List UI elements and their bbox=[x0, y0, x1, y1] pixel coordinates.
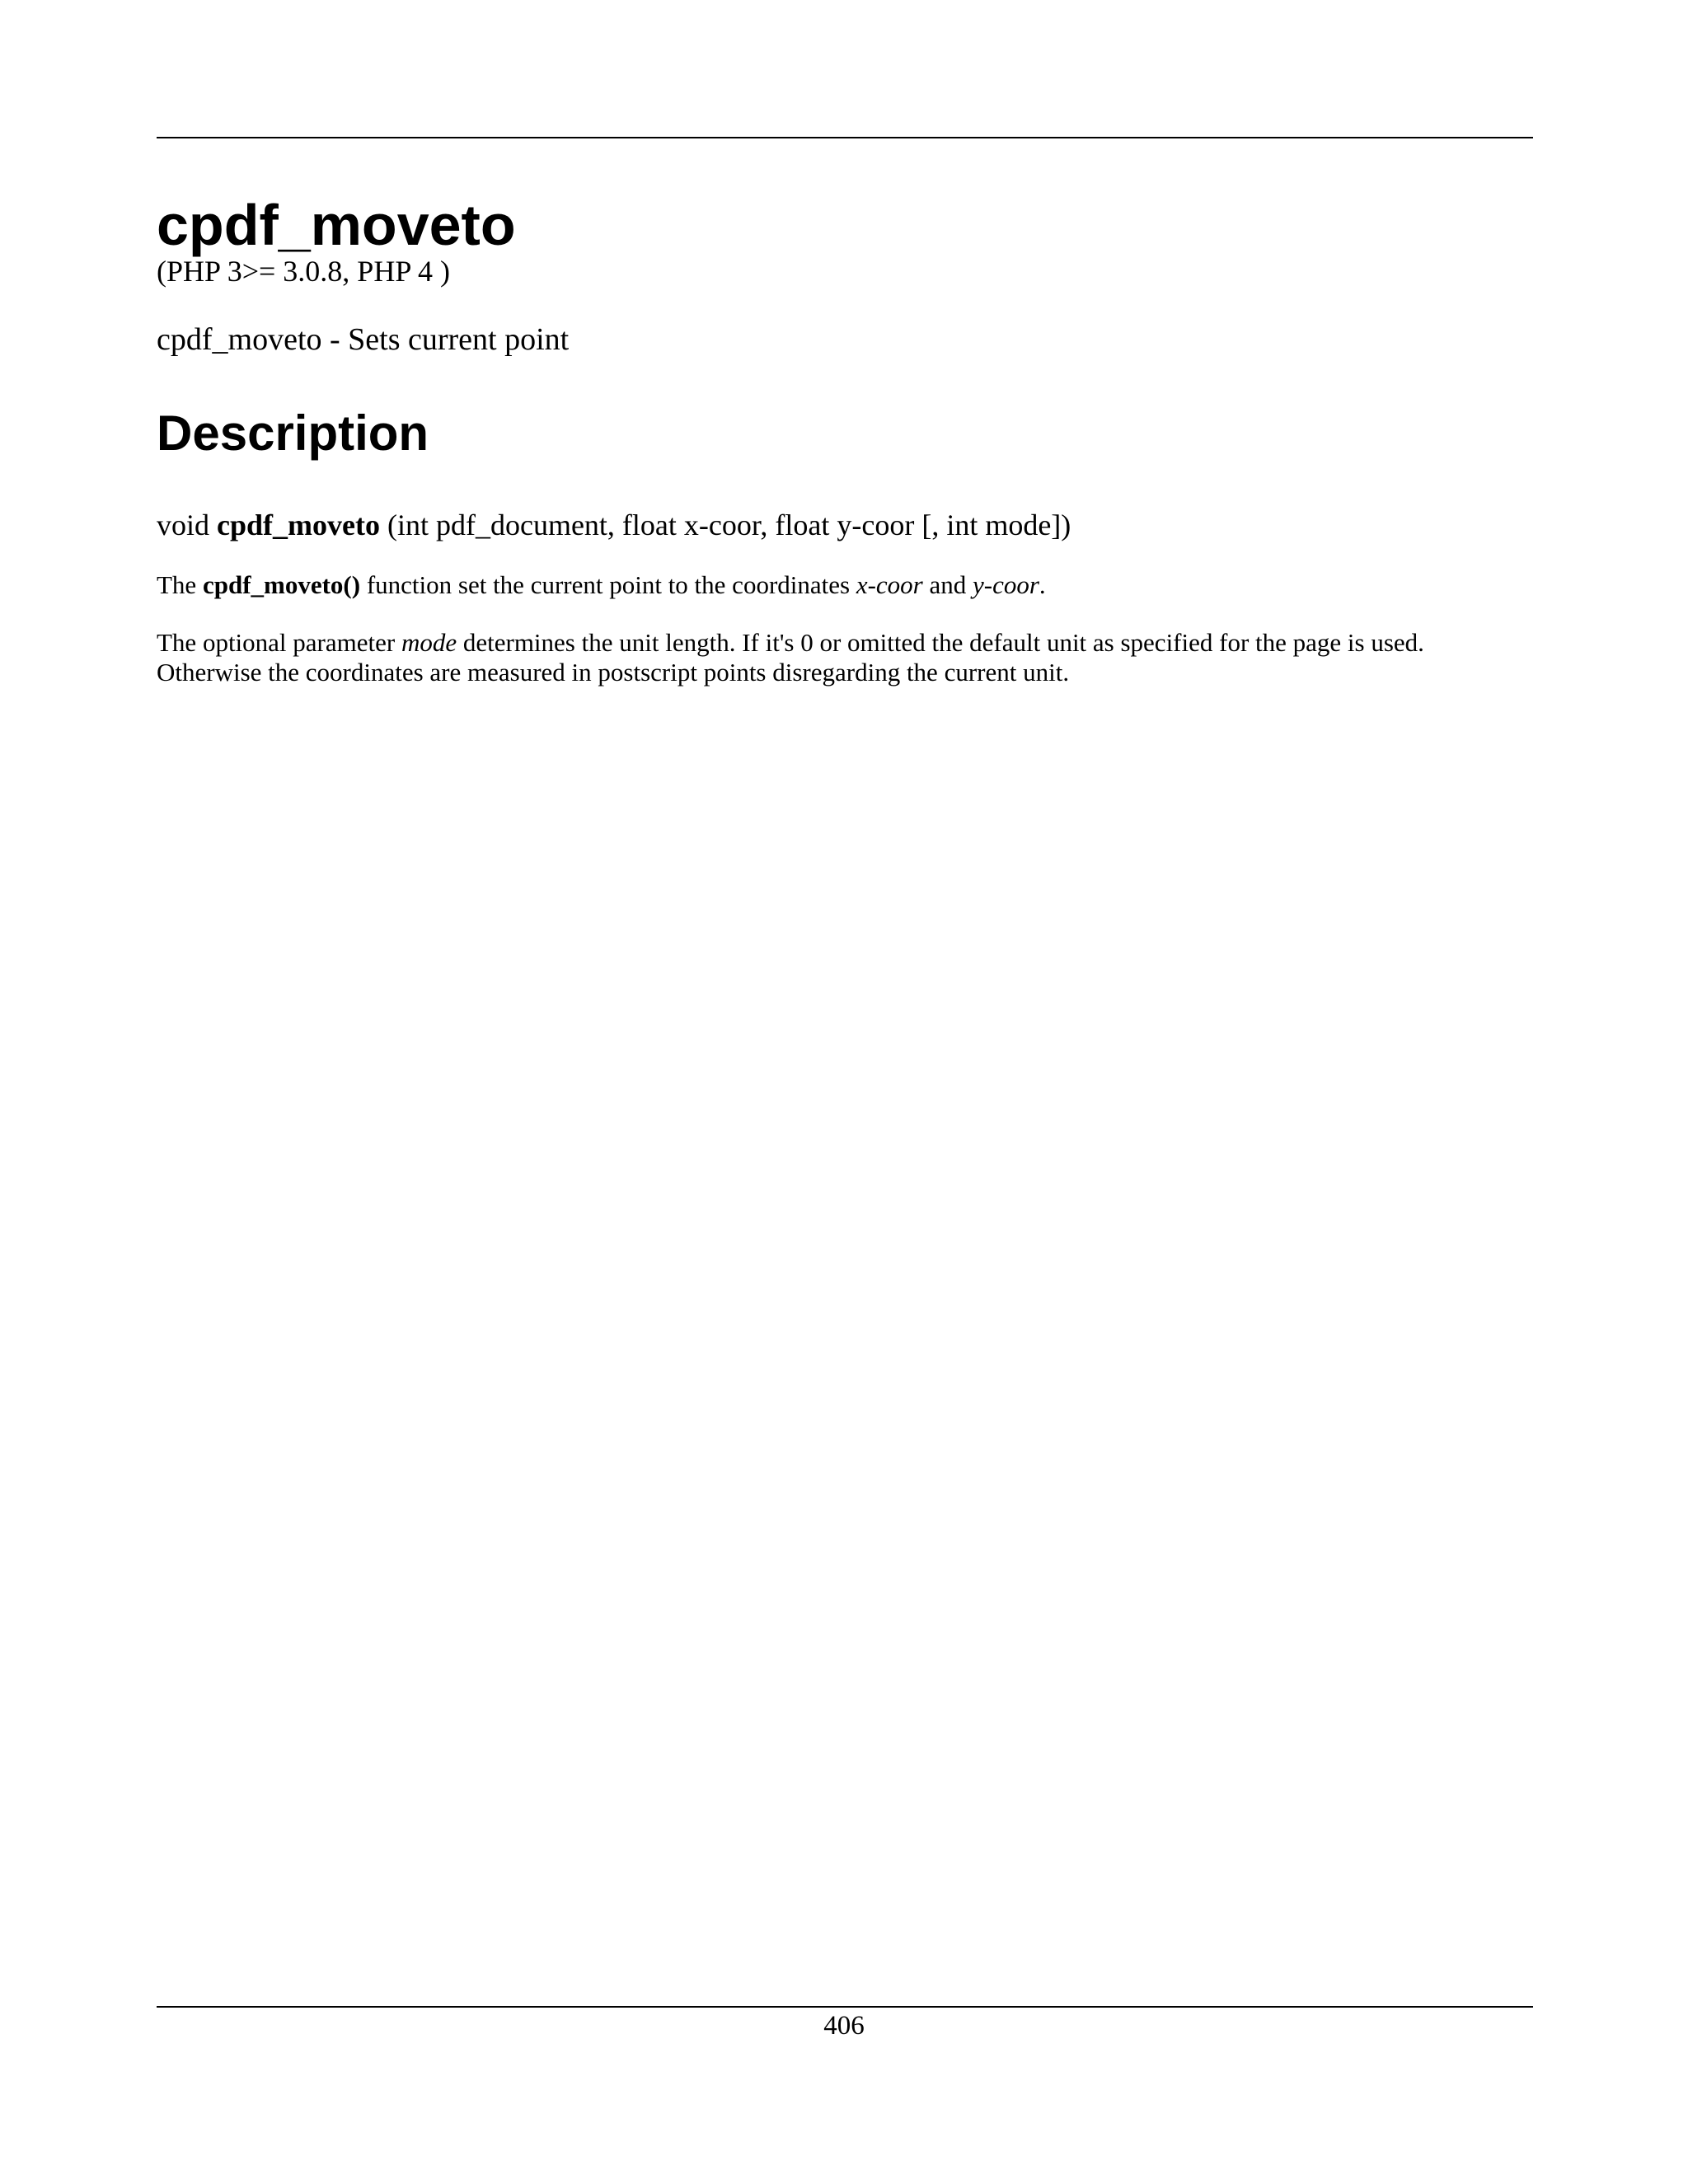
page-number: 406 bbox=[823, 2011, 865, 2041]
para1-text-and: and bbox=[929, 570, 967, 599]
para1-param-x: x-coor bbox=[856, 570, 923, 599]
para1-text-before: The bbox=[157, 570, 197, 599]
para1-text-middle: function set the current point to the coordinates bbox=[366, 570, 851, 599]
para1-param-y: y-coor bbox=[973, 570, 1039, 599]
description-paragraph-1 bbox=[157, 570, 1533, 600]
refpurpose: cpdf_moveto - Sets current point bbox=[157, 322, 570, 357]
description-paragraph-2 bbox=[157, 628, 1535, 687]
footer-rule bbox=[157, 2006, 1533, 2008]
para2-param-mode: mode bbox=[401, 628, 457, 657]
header-rule bbox=[157, 137, 1533, 138]
function-synopsis bbox=[157, 509, 1071, 542]
synopsis-return-type: void bbox=[157, 509, 210, 541]
synopsis-params: (int pdf_document, float x-coor, float y-coor [, int mode]) bbox=[387, 509, 1071, 541]
page-title: cpdf_moveto bbox=[157, 193, 516, 257]
para2-line-1 bbox=[157, 628, 1535, 658]
synopsis-function-name: cpdf_moveto bbox=[217, 509, 380, 541]
para2-text-before: The optional parameter bbox=[157, 628, 396, 657]
para1-text-end: . bbox=[1039, 570, 1046, 599]
para2-line-2: Otherwise the coordinates are measured in postscript points disregarding the current unit. bbox=[157, 657, 1070, 687]
para2-text-after: determines the unit length. If it's 0 or omitted the default unit as specified for the page is used. bbox=[462, 628, 1424, 657]
para1-function: cpdf_moveto() bbox=[202, 570, 361, 599]
section-heading-description: Description bbox=[157, 405, 429, 461]
version-info: (PHP 3>= 3.0.8, PHP 4 ) bbox=[157, 255, 450, 288]
